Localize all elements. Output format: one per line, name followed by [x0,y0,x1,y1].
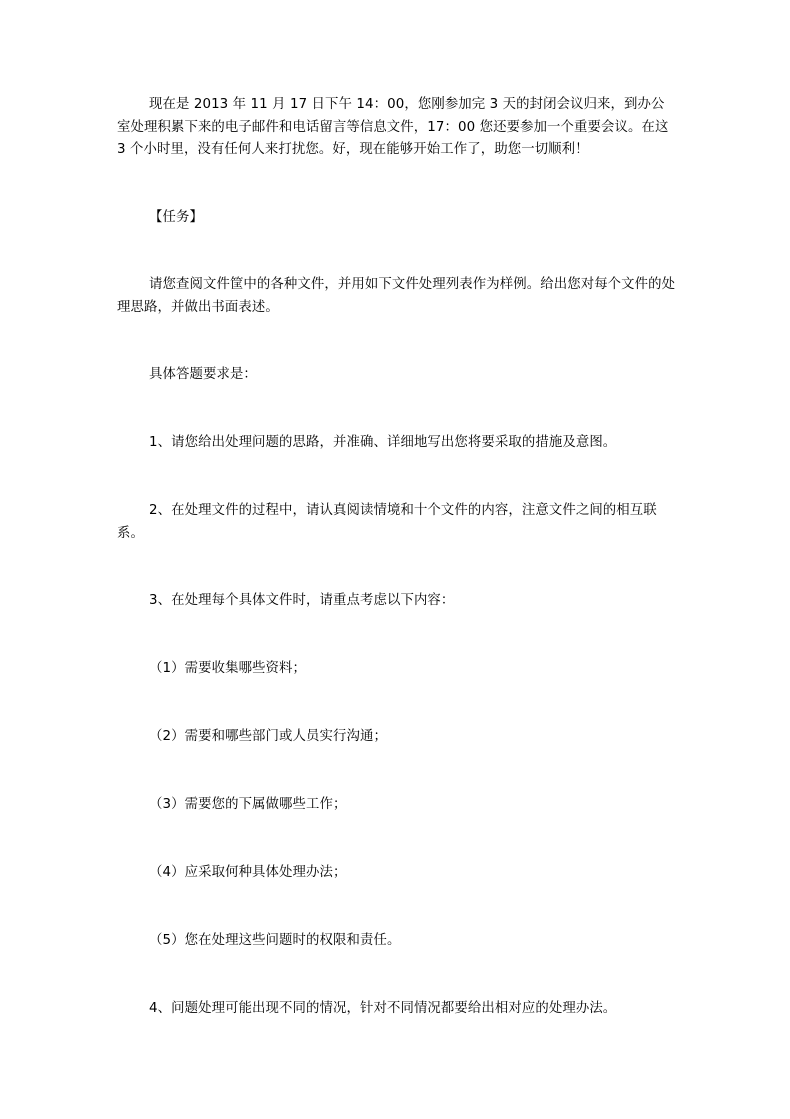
task-heading: 【任务】 [149,210,203,225]
intro-paragraph: 现在是 2013 年 11 月 17 日下午 14：00，您刚参加完 3 天的封闭会议归来，到办公室处理积累下来的电子邮件和电话留言等信息文件，17：00 您还要参加一个重要会议。在这 3 个小时里，没有任何人来打扰您。好，现在能够开始工作了，助您一切顺利！ [117,97,669,157]
requirement-3-item-5: （5）您在处理这些问题时的权限和责任。 [149,933,401,948]
requirement-3-item-3: （3）需要您的下属做哪些工作； [149,797,347,812]
task-description: 请您查阅文件筐中的各种文件，并用如下文件处理列表作为样例。给出您对每个文件的处理思路，并做出书面表述。 [117,277,676,315]
requirement-3: 3、在处理每个具体文件时，请重点考虑以下内容： [149,593,455,608]
requirement-3-item-1: （1）需要收集哪些资料； [149,661,307,676]
requirement-2: 2、在处理文件的过程中，请认真阅读情境和十个文件的内容，注意文件之间的相互联系。 [117,503,657,541]
requirements-heading: 具体答题要求是： [149,367,257,382]
requirement-4: 4、问题处理可能出现不同的情况，针对不同情况都要给出相对应的处理办法。 [149,1001,617,1016]
requirement-1: 1、请您给出处理问题的思路，并准确、详细地写出您将要采取的措施及意图。 [149,435,617,450]
requirement-3-item-2: （2）需要和哪些部门或人员实行沟通； [149,729,387,744]
requirement-3-item-4: （4）应采取何种具体处理办法； [149,865,347,880]
